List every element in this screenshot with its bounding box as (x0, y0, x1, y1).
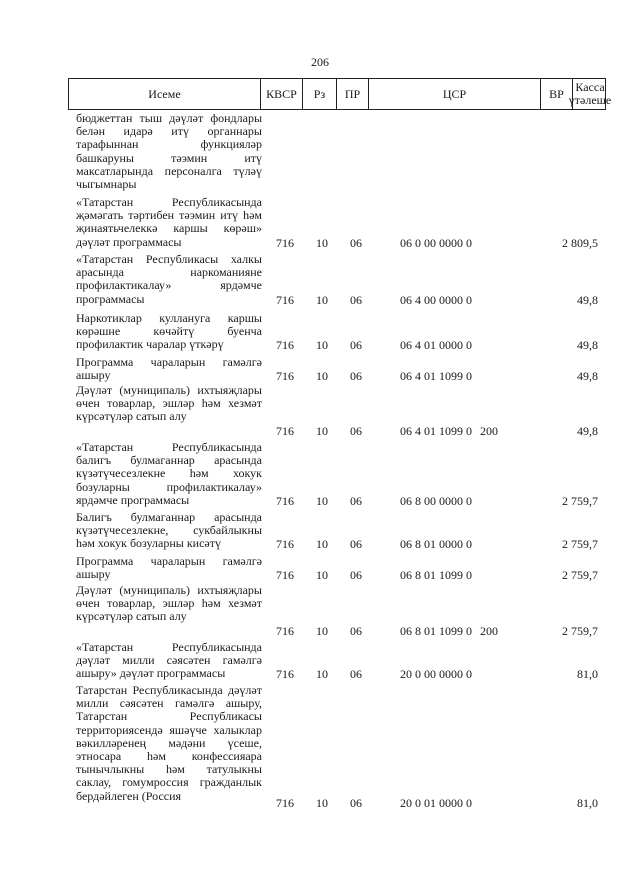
row-kvsr: 716 (276, 368, 294, 383)
header-kassa-line1: Касса (575, 80, 605, 94)
table-row (68, 356, 606, 383)
row-kvsr: 716 (276, 623, 294, 638)
row-csr: 20 0 01 0000 0 (400, 795, 472, 810)
row-kassa: 2 809,5 (562, 235, 598, 250)
row-pr: 06 (350, 423, 362, 438)
row-csr: 06 4 01 1099 0 (400, 423, 472, 438)
table-row (68, 112, 606, 192)
row-pr: 06 (350, 666, 362, 681)
row-csr: 06 8 01 1099 0 (400, 567, 472, 582)
row-pr: 06 (350, 567, 362, 582)
row-kvsr: 716 (276, 292, 294, 307)
row-kassa: 49,8 (577, 337, 598, 352)
row-kvsr: 716 (276, 235, 294, 250)
row-kassa: 2 759,7 (562, 536, 598, 551)
row-kvsr: 716 (276, 567, 294, 582)
row-kassa: 49,8 (577, 368, 598, 383)
header-vr: ВР (541, 79, 573, 109)
header-kassa-line2: үтәлеше (568, 93, 612, 107)
row-rz: 10 (316, 666, 328, 681)
header-kassa (568, 79, 612, 109)
row-pr: 06 (350, 536, 362, 551)
row-csr: 06 8 01 1099 0 (400, 623, 472, 638)
row-kvsr: 716 (276, 795, 294, 810)
row-name: Балигъ булмаганнар арасында күзәтүчесезлекне, сукбайлыкны һәм хокук бозуларны кисәтү (76, 510, 262, 551)
row-rz: 10 (316, 423, 328, 438)
row-name: «Татарстан Республикасында җәмәгать тәртибен тәэмин итү һәм җинаятьчелеккә каршы көрәш» дәүләт программасы (76, 195, 262, 249)
row-name: Татарстан Республикасында дәүләт милли сәясәтен гамәлгә ашыру, Татарстан Республикасы территориясендә яшәүче халыклар вәкилләренең мәдәни үсеше, этносара һәм конфессияара тынычлыкны һәм татулыкны саклау, гомумроссия гражданлык бердәйлеген (Россия (76, 683, 262, 803)
row-rz: 10 (316, 493, 328, 508)
row-kassa: 2 759,7 (562, 623, 598, 638)
row-csr: 06 0 00 0000 0 (400, 235, 472, 250)
table-row (68, 312, 606, 352)
row-name: Программа чараларын гамәлгә ашыру (76, 554, 262, 582)
table-row (68, 253, 606, 307)
table-row (68, 196, 606, 250)
header-pr: ПР (337, 79, 369, 109)
table-row (68, 584, 606, 638)
row-rz: 10 (316, 368, 328, 383)
row-name: «Татарстан Республикасы халкы арасында наркоманияне профилактикалау» ярдәмче программасы (76, 252, 262, 306)
row-rz: 10 (316, 337, 328, 352)
row-name: Программа чараларын гамәлгә ашыру (76, 355, 262, 383)
row-rz: 10 (316, 795, 328, 810)
row-rz: 10 (316, 567, 328, 582)
header-name: Исеме (69, 79, 261, 109)
header-kvsr: КВСР (261, 79, 303, 109)
table-row (68, 441, 606, 508)
row-kassa: 2 759,7 (562, 567, 598, 582)
row-csr: 06 4 01 1099 0 (400, 368, 472, 383)
row-name: Наркотиклар куллануга каршы көрәшне көчәйтү буенча профилактик чаралар үткәрү (76, 311, 262, 352)
row-csr: 06 4 01 0000 0 (400, 337, 472, 352)
row-kassa: 49,8 (577, 292, 598, 307)
row-csr: 06 4 00 0000 0 (400, 292, 472, 307)
row-kvsr: 716 (276, 493, 294, 508)
row-kassa: 81,0 (577, 795, 598, 810)
row-pr: 06 (350, 337, 362, 352)
table-row (68, 511, 606, 551)
row-pr: 06 (350, 292, 362, 307)
row-kassa: 81,0 (577, 666, 598, 681)
row-name: бюджеттан тыш дәүләт фондлары белән идарә итү органнары тарафыннан функцияләр башкаруны тәэмин итү максатларында персоналга түләү чыгымнары (76, 111, 262, 192)
row-kassa: 2 759,7 (562, 493, 598, 508)
row-name: Дәүләт (муниципаль) ихтыяҗлары өчен товарлар, эшләр һәм хезмәт күрсәтүләр сатып алу (76, 583, 262, 624)
row-name: «Татарстан Республикасында балигъ булмаганнар арасында күзәтүчесезлекне һәм хокук бозуларны профилактикалау» ярдәмче программасы (76, 440, 262, 507)
row-name: «Татарстан Республикасында дәүләт милли сәясәтен гамәлгә ашыру» дәүләт программасы (76, 640, 262, 681)
row-csr: 20 0 00 0000 0 (400, 666, 472, 681)
row-pr: 06 (350, 493, 362, 508)
row-rz: 10 (316, 623, 328, 638)
table-row (68, 384, 606, 438)
row-vr: 200 (480, 623, 498, 638)
row-kassa: 49,8 (577, 423, 598, 438)
table-header (68, 78, 612, 110)
row-csr: 06 8 01 0000 0 (400, 536, 472, 551)
row-kvsr: 716 (276, 337, 294, 352)
header-csr: ЦСР (369, 79, 541, 109)
row-pr: 06 (350, 795, 362, 810)
row-kvsr: 716 (276, 423, 294, 438)
row-kvsr: 716 (276, 666, 294, 681)
row-vr: 200 (480, 423, 498, 438)
row-rz: 10 (316, 536, 328, 551)
table-row (68, 555, 606, 582)
row-rz: 10 (316, 235, 328, 250)
row-rz: 10 (316, 292, 328, 307)
page-number: 206 (311, 55, 329, 69)
row-pr: 06 (350, 368, 362, 383)
row-name: Дәүләт (муниципаль) ихтыяҗлары өчен товарлар, эшләр һәм хезмәт күрсәтүләр сатып алу (76, 383, 262, 424)
row-kvsr: 716 (276, 536, 294, 551)
row-csr: 06 8 00 0000 0 (400, 493, 472, 508)
header-rz: Рз (303, 79, 337, 109)
table-row (68, 641, 606, 681)
table-row (68, 684, 606, 810)
row-pr: 06 (350, 623, 362, 638)
row-pr: 06 (350, 235, 362, 250)
